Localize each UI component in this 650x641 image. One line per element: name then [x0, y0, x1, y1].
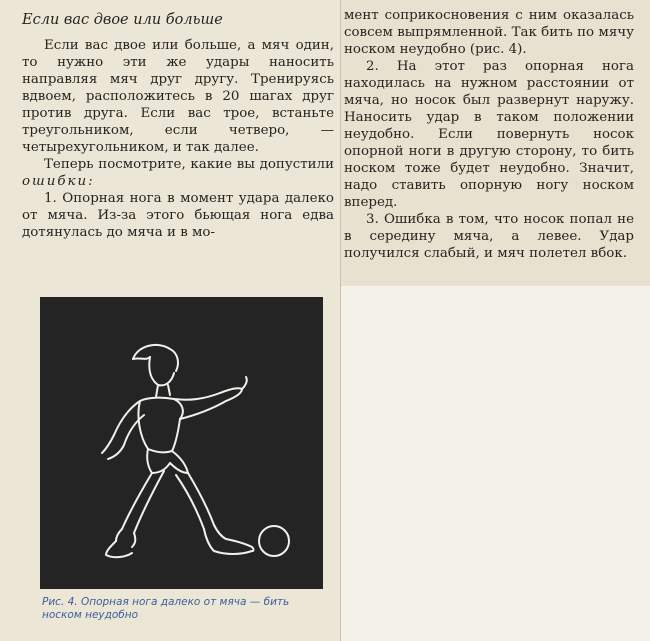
soccer-player-drawing [40, 297, 323, 589]
section-heading: Если вас двое или больше [22, 12, 223, 28]
paragraph-intro: Если вас двое или больше, а мяч один, то нужно эти же удары наносить направляя мяч друг другу. Тренируясь вдвоем, расположитесь в 20 шагах друг против друга. Если вас трое, встаньте треугольником, если четверо, — четырехугольником, и так далее. [22, 38, 334, 155]
right-column [344, 7, 634, 262]
paragraph-mistakes-lead [22, 156, 334, 190]
paragraph-mistake-1-continued: мент соприкосновения с ним оказалась совсем выпрямленной. Так бить по мячу носком неудобно (рис. 4). [344, 8, 634, 57]
left-column [22, 12, 334, 241]
paragraph-mistake-3: 3. Ошибка в том, что носок попал не в середину мяча, а левее. Удар получился слабый, и мяч полетел вбок. [344, 212, 634, 261]
column-divider [340, 0, 341, 641]
mistakes-lead-text: Теперь посмотрите, какие вы допустили [44, 157, 334, 172]
mistakes-emphasis: ошибки: [22, 174, 95, 189]
figure-illustration [40, 297, 323, 589]
paragraph-mistake-2: 2. На этот раз опорная нога находилась на нужном расстоянии от мяча, но носок был развернут наружу. Наносить удар в таком положении неудобно. Если повернуть носок опорной ноги в другую сторону, то бить носком тоже будет неудобно. Значит, надо ставить опорную ногу носком вперед. [344, 59, 634, 210]
blank-area [340, 286, 650, 641]
paragraph-mistake-1: 1. Опорная нога в момент удара далеко от мяча. Из-за этого бьющая нога едва дотянулась до мяча и в мо- [22, 191, 334, 240]
figure-caption: Рис. 4. Опорная нога далеко от мяча — бить носком неудобно [42, 596, 290, 621]
